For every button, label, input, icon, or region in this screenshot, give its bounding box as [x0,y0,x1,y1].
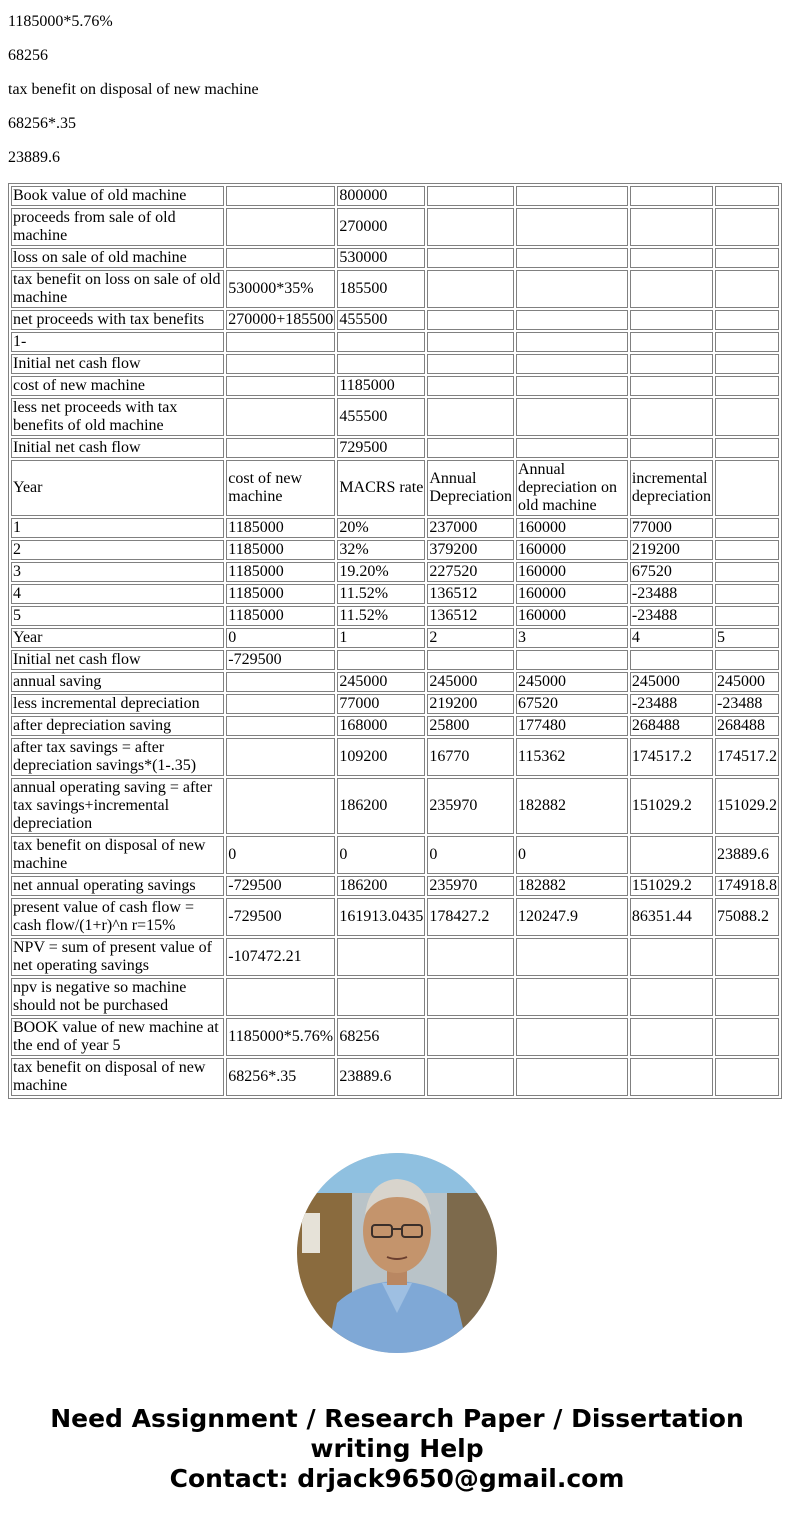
table-cell: 0 [226,836,335,874]
table-cell [516,978,628,1016]
table-cell: 11.52% [337,584,425,604]
table-cell [226,376,335,396]
table-cell [516,354,628,374]
table-cell [715,606,779,626]
table-cell: 75088.2 [715,898,779,936]
table-cell: -23488 [630,694,713,714]
table-cell: 151029.2 [715,778,779,834]
table-cell [715,1058,779,1096]
table-row [11,898,779,936]
table-cell [226,186,335,206]
table-cell [630,332,713,352]
table-cell [715,270,779,308]
table-cell: 245000 [516,672,628,692]
table-cell: annual operating saving = after tax savings+incremental depreciation [11,778,224,834]
table-cell [630,376,713,396]
table-cell: 1 [337,628,425,648]
table-cell: 1185000 [226,562,335,582]
table-row [11,694,779,714]
table-cell [630,1058,713,1096]
promo-contact: Contact: drjack9650@gmail.com [169,1464,625,1493]
table-cell: tax benefit on disposal of new machine [11,1058,224,1096]
table-cell: MACRS rate [337,460,425,516]
table-cell: 68256*.35 [226,1058,335,1096]
table-cell: 235970 [427,778,514,834]
table-cell [715,208,779,246]
table-cell [226,208,335,246]
table-cell [427,332,514,352]
table-cell: -23488 [715,694,779,714]
table-cell [427,650,514,670]
table-cell: 182882 [516,778,628,834]
table-row [11,186,779,206]
table-cell: 136512 [427,606,514,626]
table-cell [715,562,779,582]
table-row [11,438,779,458]
table-row [11,310,779,330]
table-cell: 268488 [715,716,779,736]
author-avatar [297,1153,497,1353]
table-row [11,876,779,896]
table-cell: net proceeds with tax benefits [11,310,224,330]
table-cell [226,694,335,714]
table-cell: net annual operating savings [11,876,224,896]
table-cell: 5 [715,628,779,648]
table-cell: 227520 [427,562,514,582]
promo-line-2: writing Help [310,1434,484,1463]
table-cell: less net proceeds with tax benefits of old machine [11,398,224,436]
table-cell [427,208,514,246]
table-cell: -23488 [630,606,713,626]
table-cell: 77000 [337,694,425,714]
table-cell [516,438,628,458]
table-cell: 109200 [337,738,425,776]
table-cell: 1185000*5.76% [226,1018,335,1056]
note-line: 23889.6 [8,149,60,166]
table-row [11,518,779,538]
table-cell: -729500 [226,876,335,896]
table-row [11,778,779,834]
table-cell [427,310,514,330]
table-cell: 161913.0435 [337,898,425,936]
table-cell [630,978,713,1016]
table-cell [427,938,514,976]
table-cell [715,398,779,436]
table-row [11,270,779,308]
table-cell [427,376,514,396]
table-cell [427,186,514,206]
table-row [11,562,779,582]
table-cell [516,1058,628,1096]
table-cell: 160000 [516,562,628,582]
table-cell [427,1018,514,1056]
table-cell: Year [11,628,224,648]
table-cell: 11.52% [337,606,425,626]
table-cell [427,398,514,436]
table-cell [226,354,335,374]
table-cell: 186200 [337,876,425,896]
table-cell: 136512 [427,584,514,604]
table-row [11,1018,779,1056]
table-row [11,738,779,776]
table-cell [226,978,335,1016]
table-cell [715,518,779,538]
table-cell: 455500 [337,310,425,330]
table-cell [715,460,779,516]
table-cell: 174918.8 [715,876,779,896]
table-cell: 1185000 [337,376,425,396]
table-cell [337,354,425,374]
table-cell: 4 [11,584,224,604]
table-cell [226,738,335,776]
table-cell: 245000 [337,672,425,692]
table-row [11,540,779,560]
table-cell: 1185000 [226,606,335,626]
table-cell: 25800 [427,716,514,736]
table-cell [337,650,425,670]
note-line: 68256*.35 [8,115,76,132]
table-cell [226,398,335,436]
promo-line-1: Need Assignment / Research Paper / Dissertation [50,1404,744,1433]
table-cell: 5 [11,606,224,626]
table-row [11,1058,779,1096]
table-cell: 1185000 [226,540,335,560]
table-cell: 67520 [516,694,628,714]
table-cell: Year [11,460,224,516]
table-cell: 237000 [427,518,514,538]
table-cell: 2 [11,540,224,560]
table-cell: 32% [337,540,425,560]
table-cell: less incremental depreciation [11,694,224,714]
table-cell: 1 [11,518,224,538]
table-cell: 245000 [427,672,514,692]
table-cell: 160000 [516,606,628,626]
table-cell: 160000 [516,584,628,604]
table-cell: -729500 [226,898,335,936]
table-cell: -23488 [630,584,713,604]
table-cell: BOOK value of new machine at the end of year 5 [11,1018,224,1056]
table-cell: 16770 [427,738,514,776]
table-cell: 2 [427,628,514,648]
table-row [11,208,779,246]
table-cell: tax benefit on disposal of new machine [11,836,224,874]
table-cell: 455500 [337,398,425,436]
table-cell [630,398,713,436]
table-cell: 174517.2 [630,738,713,776]
table-cell [516,376,628,396]
table-cell: 530000 [337,248,425,268]
table-cell [715,978,779,1016]
table-cell: 1185000 [226,518,335,538]
table-cell: 268488 [630,716,713,736]
table-cell [630,650,713,670]
table-cell [715,540,779,560]
table-cell [630,354,713,374]
calculation-table [8,183,782,1099]
table-cell: Annual Depreciation [427,460,514,516]
table-cell [427,248,514,268]
table-cell: 0 [427,836,514,874]
table-cell [715,1018,779,1056]
table-cell [516,310,628,330]
table-cell [337,978,425,1016]
table-row [11,650,779,670]
table-cell: 0 [337,836,425,874]
table-cell: 0 [226,628,335,648]
portrait-photo [297,1153,497,1353]
table-cell [630,938,713,976]
table-cell [516,398,628,436]
table-cell: 168000 [337,716,425,736]
table-cell: cost of new machine [11,376,224,396]
table-cell: 4 [630,628,713,648]
table-cell [337,938,425,976]
table-cell [715,332,779,352]
table-cell: tax benefit on loss on sale of old machine [11,270,224,308]
table-row [11,332,779,352]
table-cell: 115362 [516,738,628,776]
table-cell: 23889.6 [715,836,779,874]
table-cell [630,438,713,458]
table-cell: 219200 [427,694,514,714]
table-cell: 530000*35% [226,270,335,308]
table-row [11,716,779,736]
table-cell [427,354,514,374]
table-cell: cost of new machine [226,460,335,516]
table-row [11,398,779,436]
table-cell [715,438,779,458]
promo-footer [0,1404,794,1494]
table-cell: 800000 [337,186,425,206]
table-cell [516,650,628,670]
table-cell: 68256 [337,1018,425,1056]
table-cell: 729500 [337,438,425,458]
table-cell: 1- [11,332,224,352]
table-cell [226,778,335,834]
table-cell [630,1018,713,1056]
table-cell: 3 [516,628,628,648]
table-cell: 235970 [427,876,514,896]
table-cell [516,1018,628,1056]
table-cell [337,332,425,352]
table-cell [516,248,628,268]
table-cell [630,186,713,206]
table-cell: Initial net cash flow [11,438,224,458]
table-cell: 270000 [337,208,425,246]
table-cell [715,584,779,604]
table-cell [715,354,779,374]
table-cell: npv is negative so machine should not be purchased [11,978,224,1016]
top-notes [8,13,259,183]
table-cell [630,270,713,308]
table-cell: 1185000 [226,584,335,604]
table-cell [516,938,628,976]
table-cell: incremental depreciation [630,460,713,516]
table-cell: -729500 [226,650,335,670]
table-cell [427,270,514,308]
table-cell: -107472.21 [226,938,335,976]
note-line: 68256 [8,47,48,64]
table-cell: annual saving [11,672,224,692]
table-cell: 86351.44 [630,898,713,936]
table-cell: 20% [337,518,425,538]
table-row [11,628,779,648]
table-cell: 245000 [630,672,713,692]
table-cell [630,836,713,874]
table-cell [715,938,779,976]
table-cell [630,248,713,268]
table-cell: after tax savings = after depreciation savings*(1-.35) [11,738,224,776]
table-cell: 151029.2 [630,778,713,834]
table-cell [715,376,779,396]
table-cell [427,438,514,458]
table-cell [715,248,779,268]
table-cell: 151029.2 [630,876,713,896]
table-cell: Book value of old machine [11,186,224,206]
table-row [11,584,779,604]
table-cell: after depreciation saving [11,716,224,736]
table-cell: 120247.9 [516,898,628,936]
table-cell: 23889.6 [337,1058,425,1096]
table-cell: NPV = sum of present value of net operating savings [11,938,224,976]
table-cell: 77000 [630,518,713,538]
table-row [11,376,779,396]
table-cell [516,332,628,352]
table-cell [516,270,628,308]
table-cell [630,310,713,330]
table-cell: Initial net cash flow [11,354,224,374]
table-cell: 0 [516,836,628,874]
table-cell [630,208,713,246]
table-row [11,460,779,516]
table-cell [226,438,335,458]
table-row [11,354,779,374]
table-row [11,938,779,976]
table-row [11,978,779,1016]
table-cell: 182882 [516,876,628,896]
table-cell [226,332,335,352]
table-cell: 177480 [516,716,628,736]
table-cell: 67520 [630,562,713,582]
table-cell [715,650,779,670]
note-line: tax benefit on disposal of new machine [8,81,259,98]
table-row [11,836,779,874]
table-cell: 379200 [427,540,514,560]
table-cell: 270000+185500 [228,311,334,328]
table-cell: 219200 [630,540,713,560]
table-cell [516,186,628,206]
table-row [11,248,779,268]
table-cell: 160000 [516,540,628,560]
table-cell: 178427.2 [427,898,514,936]
table-cell: 160000 [516,518,628,538]
table-cell [427,978,514,1016]
table-cell: Annual depreciation on old machine [516,460,628,516]
table-row [11,672,779,692]
table-cell: 245000 [715,672,779,692]
table-cell [516,208,628,246]
table-row [11,606,779,626]
table-cell [226,716,335,736]
table-cell: 174517.2 [715,738,779,776]
table-cell: Initial net cash flow [11,650,224,670]
table-cell: 185500 [337,270,425,308]
table-cell: 19.20% [337,562,425,582]
table-cell [427,1058,514,1096]
note-line: 1185000*5.76% [8,13,113,30]
table-cell [226,248,335,268]
table-cell [715,186,779,206]
table-cell [226,672,335,692]
table-cell: loss on sale of old machine [11,248,224,268]
table-cell: proceeds from sale of old machine [11,208,224,246]
table-cell: present value of cash flow = cash flow/(1+r)^n r=15% [11,898,224,936]
table-cell [715,310,779,330]
table-cell: 186200 [337,778,425,834]
table-cell: 3 [11,562,224,582]
